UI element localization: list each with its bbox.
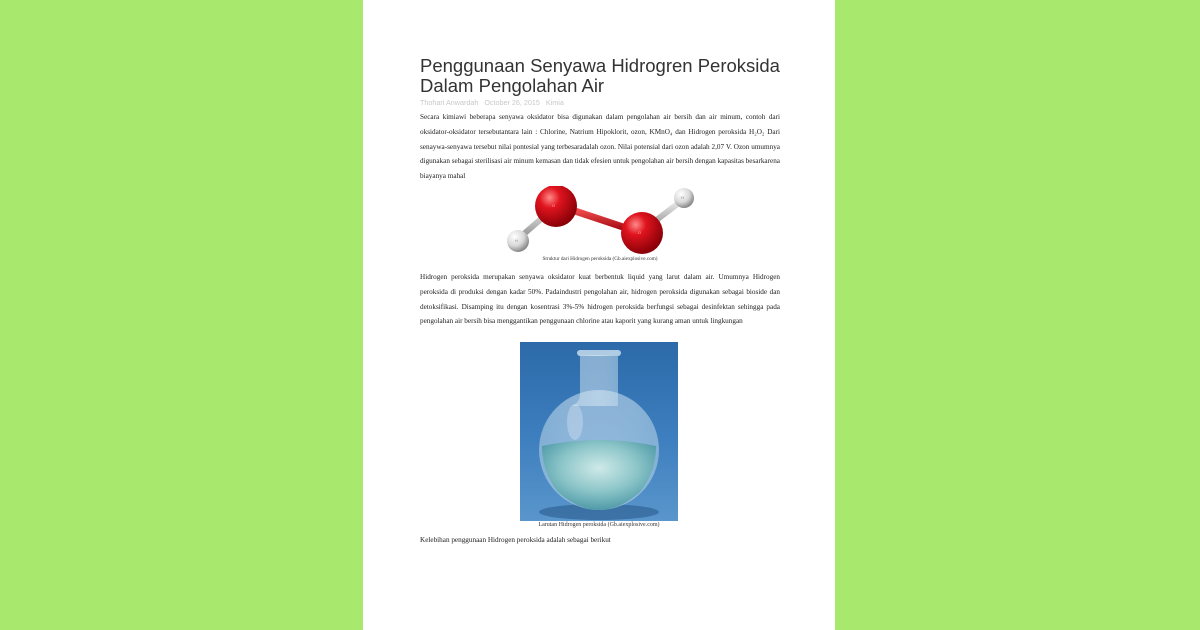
category-link[interactable]: Kimia [545,98,564,107]
article [420,56,780,544]
article-title: Penggunaan Senyawa Hidrogren Peroksida Dalam Pengolahan Air [420,55,780,96]
figure-caption: Larutan Hidrogen peroksida (Gb.aiexplosive.com) [538,522,660,529]
hydrogen-atom-right [674,188,694,208]
paragraph-advantages: Kelebihan penggunaan Hidrogen peroksida adalah sebagai berikut [420,536,611,545]
oxygen-atom-right [621,212,663,254]
hydrogen-atom-left [507,230,529,252]
author-name[interactable]: Thohari Anwardah [420,98,479,107]
flask-photo [520,342,678,521]
paragraph-intro: Secara kimiawi beberapa senyawa oksidator bisa digunakan dalam pengolahan air bersih dan air minum, contoh dari oksidator-oksidator tersebutantara lain : Chlorine, Natrium Hipoklorit, ozon, KMnO₄ dan Hidrogen peroksida H₂O₂ Dari senaywa-senyawa tersebut nilai pontesial yang terbesaradalah ozon. Nilai potensial dari ozon adalah 2,07 V. Ozon umumnya digunakan sebagai sterilisasi air minum kemasan dan tidak efesien untuk pengolahan air bersih dengan kapasitas besarkarena biayanya mahal [420,113,780,181]
figure-caption: Struktur dari Hidrogen peroksida (Gb.aiexplosive.com) [542,255,658,262]
flask-highlight [567,404,583,440]
oxygen-label: O [552,202,556,208]
flask-illustration [520,342,678,521]
oxygen-atom-left [535,186,577,227]
h2o2-molecule-illustration [420,186,780,256]
flask-liquid [542,440,656,510]
article-meta [420,98,780,108]
post-date: October 26, 2015 [484,98,540,107]
molecule-figure [420,186,780,268]
hydrogen-label: H [681,194,684,200]
oxygen-label: O [638,229,642,235]
paragraph-hydrogen-peroxide: Hidrogen peroksida merupakan senyawa oksidator kuat berbentuk liquid yang larut dalam air. Umumnya Hidrogen peroksida di produksi dengan kadar 50%. Padaindustri pengolahan air, hidrogen peroksida digunakan sebagai bioside dan detoksifikasi. Disamping itu dengan kosentrasi 3%-5% hidrogen peroksida berfungsi sebagai desinfektan sehingga pada pengolahan air bersih bisa menggantikan penggunaan chlorine atau kaporit yang kurang aman untuk lingkungan [420,272,780,326]
document-page [363,0,835,630]
hydrogen-label: H [515,237,518,243]
